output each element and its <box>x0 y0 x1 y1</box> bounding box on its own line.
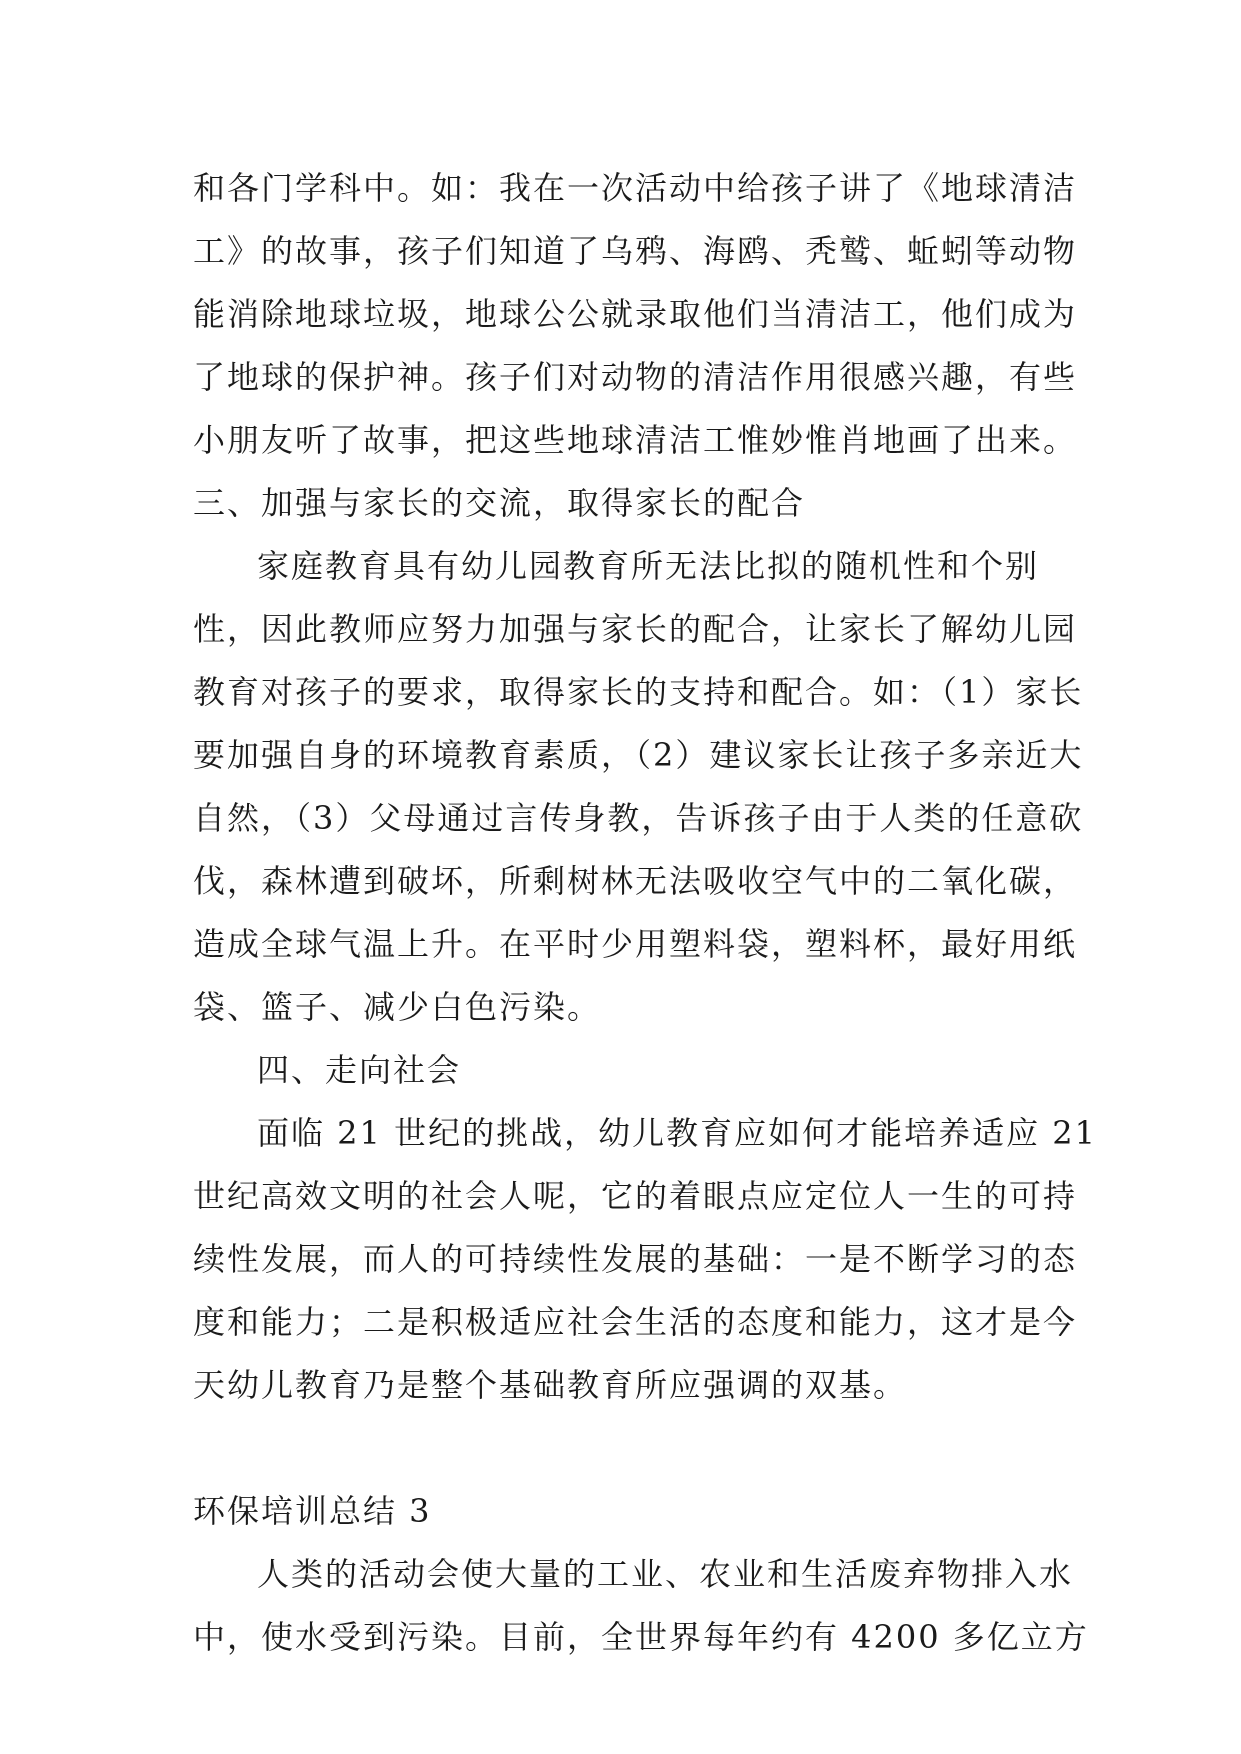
body-text-line: 造成全球气温上升。在平时少用塑料袋，塑料杯，最好用纸 <box>193 925 1078 963</box>
body-text-line: 度和能力；二是积极适应社会生活的态度和能力，这才是今 <box>193 1303 1078 1341</box>
body-text-line: 续性发展，而人的可持续性发展的基础：一是不断学习的态 <box>193 1240 1078 1278</box>
body-text-line: 教育对孩子的要求，取得家长的支持和配合。如：（1）家长 <box>193 673 1084 711</box>
paragraph-first-line: 面临 21 世纪的挑战，幼儿教育应如何才能培养适应 21 <box>257 1114 1097 1152</box>
body-text-line: 中，使水受到污染。目前，全世界每年约有 4200 多亿立方 <box>193 1618 1089 1656</box>
body-text-line: 天幼儿教育乃是整个基础教育所应强调的双基。 <box>193 1366 908 1404</box>
body-text-line: 世纪高效文明的社会人呢，它的着眼点应定位人一生的可持 <box>193 1177 1078 1215</box>
section-heading-4: 四、走向社会 <box>257 1051 462 1089</box>
body-text-line: 能消除地球垃圾，地球公公就录取他们当清洁工，他们成为 <box>193 295 1078 333</box>
body-text-line: 小朋友听了故事，把这些地球清洁工惟妙惟肖地画了出来。 <box>193 421 1078 459</box>
body-text-line: 性，因此教师应努力加强与家长的配合，让家长了解幼儿园 <box>193 610 1078 648</box>
paragraph-first-line: 人类的活动会使大量的工业、农业和生活废弃物排入水 <box>257 1555 1074 1593</box>
body-text-line: 工》的故事，孩子们知道了乌鸦、海鸥、秃鹫、蚯蚓等动物 <box>193 232 1078 270</box>
body-text-line: 伐，森林遭到破坏，所剩树林无法吸收空气中的二氧化碳， <box>193 862 1078 900</box>
body-text-line: 自然，（3）父母通过言传身教，告诉孩子由于人类的任意砍 <box>193 799 1084 837</box>
document-page <box>193 157 1097 1669</box>
body-text-line: 要加强自身的环境教育素质，（2）建议家长让孩子多亲近大 <box>193 736 1084 774</box>
body-text-line: 袋、篮子、减少白色污染。 <box>193 988 602 1026</box>
section-heading-3: 三、加强与家长的交流，取得家长的配合 <box>193 484 806 522</box>
blank-line <box>193 1417 1053 1480</box>
paragraph-first-line: 家庭教育具有幼儿园教育所无法比拟的随机性和个别 <box>257 547 1040 585</box>
body-text-line: 和各门学科中。如：我在一次活动中给孩子讲了《地球清洁 <box>193 169 1078 207</box>
article-title: 环保培训总结 3 <box>193 1492 432 1530</box>
body-text-line: 了地球的保护神。孩子们对动物的清洁作用很感兴趣，有些 <box>193 358 1078 396</box>
